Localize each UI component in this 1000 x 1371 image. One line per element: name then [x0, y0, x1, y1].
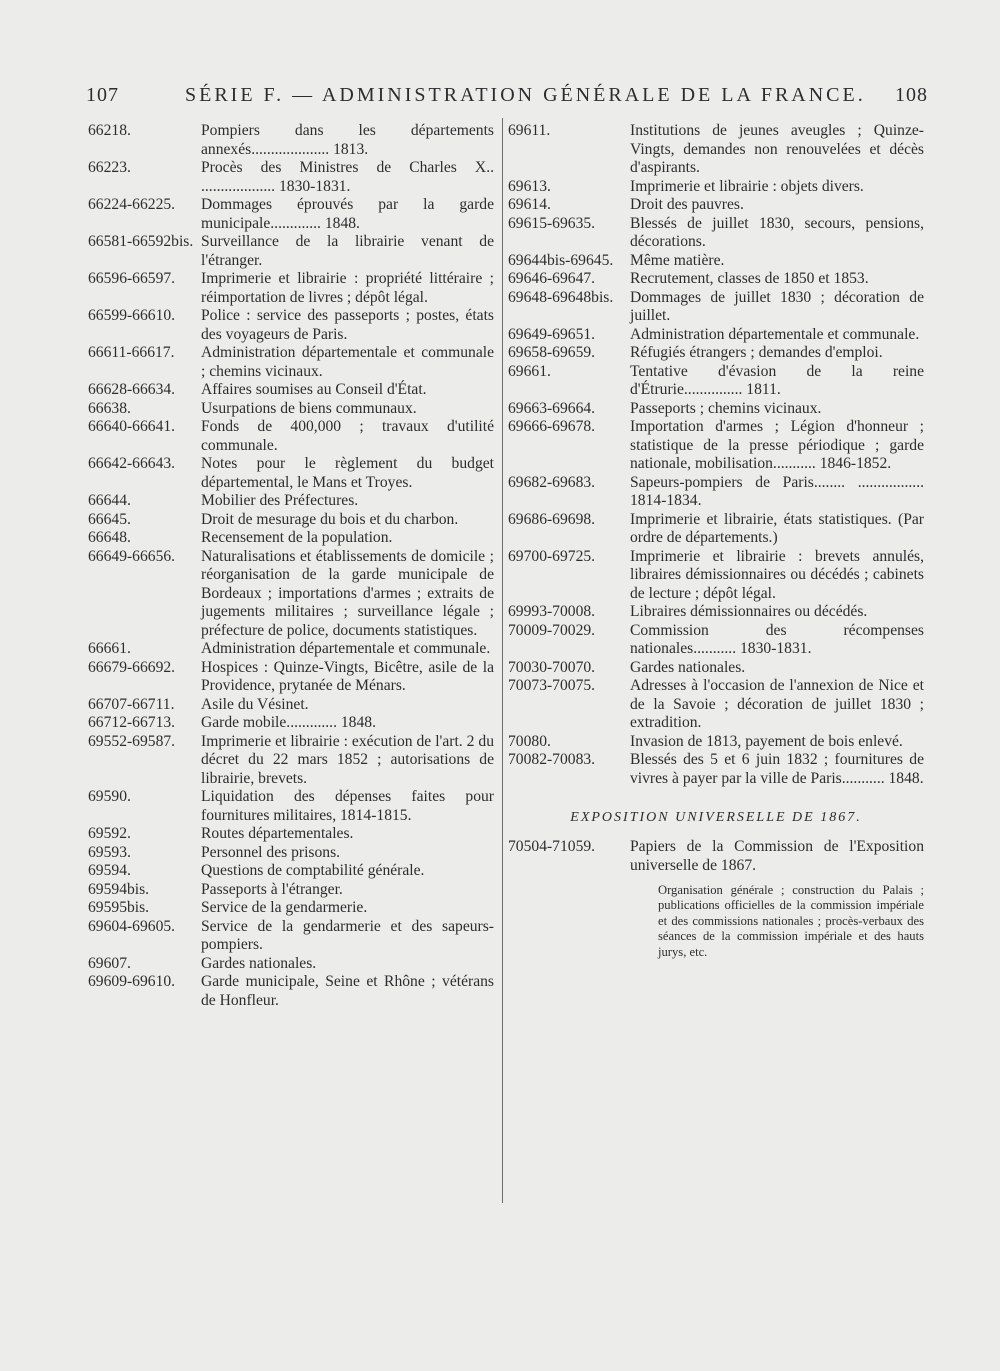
entry-text: Usurpations de biens communaux.	[201, 399, 417, 417]
entry-code: 66640-66641.	[88, 418, 176, 435]
index-entry	[508, 733, 924, 752]
index-entry	[508, 659, 924, 678]
index-entry	[88, 844, 494, 863]
entry-text: Imprimerie et librairie : propriété littéraire ; réimportation de livres ; dépôt légal.	[201, 270, 494, 306]
entry-code: 66712-66713.	[88, 714, 176, 731]
entry-text: Service de la gendarmerie.	[201, 899, 368, 916]
entry-code: 66218.	[88, 122, 131, 139]
entry-code: 70073-70075.	[508, 677, 596, 694]
entry-text: Routes départementales.	[201, 825, 354, 842]
entry-text: Imprimerie et librairie : objets divers.	[630, 177, 864, 195]
entry-code: 69594bis.	[88, 880, 150, 898]
index-entry	[88, 381, 494, 400]
index-entry	[88, 862, 494, 881]
index-entry	[508, 363, 924, 400]
index-entry	[88, 344, 494, 381]
entry-code: 69592.	[88, 825, 131, 842]
entry-text: Réfugiés étrangers ; demandes d'emploi.	[630, 344, 883, 361]
entry-text: Administration départementale et communale ; chemins vicinaux.	[201, 344, 494, 380]
entry-text: Imprimerie et librairie : exécution de l'art. 2 du décret du 22 mars 1852 ; autorisations de librairie, brevets.	[201, 732, 494, 787]
entry-code: 66645.	[88, 510, 131, 528]
index-entry	[88, 881, 494, 900]
entry-text: Même matière.	[630, 251, 725, 269]
entry-code: 66661.	[88, 640, 131, 657]
entry-text: Gardes nationales.	[630, 658, 746, 676]
entry-text: Gardes nationales.	[201, 954, 317, 972]
entry-text: Hospices : Quinze-Vingts, Bicêtre, asile de la Providence, prytanée de Ménars.	[201, 658, 494, 694]
entry-text: Droit des pauvres.	[630, 196, 744, 213]
entry-text: Affaires soumises au Conseil d'État.	[201, 381, 427, 398]
entry-code: 69663-69664.	[508, 399, 596, 417]
index-entry	[508, 418, 924, 474]
entry-code: 66649-66656.	[88, 547, 176, 565]
entry-code: 69658-69659.	[508, 344, 596, 361]
entry-code: 70080.	[508, 732, 551, 750]
entry-text: Administration départementale et communale.	[201, 640, 491, 657]
entry-code: 66648.	[88, 529, 131, 546]
index-entry	[508, 326, 924, 345]
entry-code: 66224-66225.	[88, 196, 176, 213]
left-page-number: 107	[86, 84, 119, 106]
entry-code: 69648-69648bis.	[508, 288, 614, 306]
entry-text: Passeports à l'étranger.	[201, 880, 343, 898]
entry-text: Naturalisations et établissements de domicile ; réorganisation de la garde municipale de Bordeaux ; importations d'armes ; extraits de jugements militaires ; surveillance légale ; préfecture de police, documents statistiques.	[201, 547, 494, 639]
entry-code: 66596-66597.	[88, 270, 176, 287]
entry-code: 69552-69587.	[88, 732, 176, 750]
entry-text: Droit de mesurage du bois et du charbon.	[201, 510, 459, 528]
right-column-entries	[508, 122, 924, 788]
entry-text: Garde municipale, Seine et Rhône ; vétérans de Honfleur.	[201, 973, 494, 1009]
index-entry	[88, 400, 494, 419]
index-entry	[508, 751, 924, 788]
entry-text: Invasion de 1813, payement de bois enlevé.	[630, 732, 903, 750]
entry-text: Pompiers dans les départements annexés.................... 1813.	[201, 122, 494, 158]
entry-code: 69611.	[508, 122, 551, 139]
entry-text: Commission des récompenses nationales........... 1830-1831.	[630, 621, 924, 657]
entry-code: 66581-66592bis.	[88, 233, 194, 250]
entry-code: 69661.	[508, 362, 551, 380]
index-entry	[508, 196, 924, 215]
column-divider	[502, 118, 503, 1203]
entry-text: Notes pour le règlement du budget départemental, le Mans et Troyes.	[201, 455, 494, 491]
index-entry	[88, 825, 494, 844]
entry-code: 66611-66617.	[88, 344, 175, 361]
index-entry	[88, 529, 494, 548]
entry-code: 66679-66692.	[88, 658, 176, 676]
index-entry	[88, 233, 494, 270]
entry-text: Adresses à l'occasion de l'annexion de Nice et de la Savoie ; décoration de juillet 1830 ; extradition.	[630, 677, 924, 731]
entry-text: Dommages de juillet 1830 ; décoration de juillet.	[630, 288, 924, 324]
entry-code: 70030-70070.	[508, 658, 596, 676]
entry-code: 66638.	[88, 399, 131, 417]
index-entry	[508, 622, 924, 659]
index-entry	[88, 899, 494, 918]
entry-text: Procès des Ministres de Charles X.. ................... 1830-1831.	[201, 159, 494, 195]
index-entry	[508, 400, 924, 419]
index-entry	[88, 122, 494, 159]
entry-code: 66707-66711.	[88, 695, 175, 713]
entry-text: Institutions de jeunes aveugles ; Quinze-Vingts, demandes non renouvelées et décès d'aspirants.	[630, 122, 924, 176]
entry-text: Liquidation des dépenses faites pour fournitures militaires, 1814-1815.	[201, 788, 494, 824]
index-entry	[88, 159, 494, 196]
page-header	[0, 84, 1000, 114]
entry-code: 69594.	[88, 862, 131, 879]
right-column	[508, 122, 924, 960]
entry-code: 69666-69678.	[508, 418, 596, 435]
exposition-entry-code: 70504-71059.	[508, 838, 596, 855]
entry-code: 69604-69605.	[88, 917, 176, 935]
entry-code: 69682-69683.	[508, 473, 596, 491]
entry-text: Surveillance de la librairie venant de l'étranger.	[201, 233, 494, 269]
entry-text: Recensement de la population.	[201, 529, 393, 546]
index-entry	[508, 677, 924, 733]
entry-code: 69686-69698.	[508, 510, 596, 528]
left-column	[88, 122, 494, 1010]
entry-code: 66642-66643.	[88, 455, 176, 472]
index-entry	[508, 344, 924, 363]
running-title: SÉRIE F. — ADMINISTRATION GÉNÉRALE DE LA FRANCE.	[185, 84, 866, 106]
entry-code: 66599-66610.	[88, 307, 176, 324]
entry-text: Questions de comptabilité générale.	[201, 862, 425, 879]
index-entry	[88, 511, 494, 530]
entry-text: Blessés des 5 et 6 juin 1832 ; fournitures de vivres à payer par la ville de Paris........... 1848.	[630, 751, 924, 787]
index-entry	[508, 289, 924, 326]
entry-code: 70082-70083.	[508, 751, 596, 768]
index-entry	[88, 733, 494, 789]
entry-code: 69595bis.	[88, 899, 150, 916]
entry-text: Garde mobile............. 1848.	[201, 714, 376, 731]
entry-code: 70009-70029.	[508, 621, 596, 639]
index-entry	[88, 714, 494, 733]
index-entry	[508, 270, 924, 289]
entry-text: Sapeurs-pompiers de Paris........ ................. 1814-1834.	[630, 473, 924, 509]
entry-text: Police : service des passeports ; postes, états des voyageurs de Paris.	[201, 307, 494, 343]
index-entry	[508, 511, 924, 548]
index-entry	[508, 603, 924, 622]
entry-text: Recrutement, classes de 1850 et 1853.	[630, 270, 869, 287]
entry-text: Asile du Vésinet.	[201, 695, 309, 713]
index-entry	[88, 418, 494, 455]
entry-text: Libraires démissionnaires ou décédés.	[630, 603, 868, 620]
right-page-number: 108	[895, 84, 928, 106]
entry-text: Passeports ; chemins vicinaux.	[630, 399, 822, 417]
exposition-note: Organisation générale ; construction du Palais ; publications officielles de la commission impériale et des commissions nationales ; procès-verbaux des séances de la commission impériale et des hauts jurys, etc.	[658, 883, 924, 959]
entry-text: Personnel des prisons.	[201, 843, 341, 861]
exposition-section-title: EXPOSITION UNIVERSELLE DE 1867.	[570, 810, 862, 825]
index-entry	[508, 252, 924, 271]
entry-code: 69644bis-69645.	[508, 251, 614, 269]
index-entry	[508, 122, 924, 178]
entry-code: 69593.	[88, 843, 131, 861]
entry-code: 66223.	[88, 159, 131, 176]
entry-text: Blessés de juillet 1830, secours, pensions, décorations.	[630, 214, 924, 250]
index-entry	[88, 492, 494, 511]
entry-text: Fonds de 400,000 ; travaux d'utilité communale.	[201, 418, 494, 454]
entry-code: 69613.	[508, 177, 551, 195]
index-entry	[88, 918, 494, 955]
entry-code: 69590.	[88, 788, 131, 805]
index-entry	[88, 548, 494, 641]
index-entry	[88, 955, 494, 974]
index-entry	[508, 474, 924, 511]
entry-text: Tentative d'évasion de la reine d'Étrurie............... 1811.	[630, 362, 924, 398]
entry-text: Dommages éprouvés par la garde municipale............. 1848.	[201, 196, 494, 232]
entry-code: 69649-69651.	[508, 325, 596, 343]
entry-text: Importation d'armes ; Légion d'honneur ; statistique de la presse périodique ; garde nationale, mobilisation........... 1846-1852.	[630, 418, 924, 472]
entry-code: 69615-69635.	[508, 214, 596, 232]
exposition-entry-text: Papiers de la Commission de l'Exposition universelle de 1867.	[630, 838, 924, 874]
index-entry	[88, 307, 494, 344]
index-entry	[88, 659, 494, 696]
index-entry	[508, 215, 924, 252]
entry-code: 66644.	[88, 492, 131, 509]
entry-text: Mobilier des Préfectures.	[201, 492, 359, 509]
index-entry	[508, 178, 924, 197]
entry-code: 69609-69610.	[88, 973, 176, 990]
entry-text: Imprimerie et librairie : brevets annulés, libraires démissionnaires ou décédés ; cabinets de lecture ; dépôt légal.	[630, 547, 924, 602]
entry-text: Administration départementale et communale.	[630, 325, 920, 343]
exposition-entry	[508, 838, 924, 875]
index-entry	[88, 973, 494, 1010]
entry-code: 69700-69725.	[508, 547, 596, 565]
entry-code: 66628-66634.	[88, 381, 176, 398]
entry-code: 69993-70008.	[508, 603, 596, 620]
index-entry	[88, 696, 494, 715]
entry-code: 69614.	[508, 196, 551, 213]
entry-code: 69607.	[88, 954, 131, 972]
entry-code: 69646-69647.	[508, 270, 596, 287]
index-entry	[88, 196, 494, 233]
index-entry	[88, 788, 494, 825]
index-entry	[508, 548, 924, 604]
entry-text: Service de la gendarmerie et des sapeurs-pompiers.	[201, 917, 494, 953]
index-entry	[88, 270, 494, 307]
index-entry	[88, 640, 494, 659]
entry-text: Imprimerie et librairie, états statistiques. (Par ordre de départements.)	[630, 510, 924, 546]
index-entry	[88, 455, 494, 492]
